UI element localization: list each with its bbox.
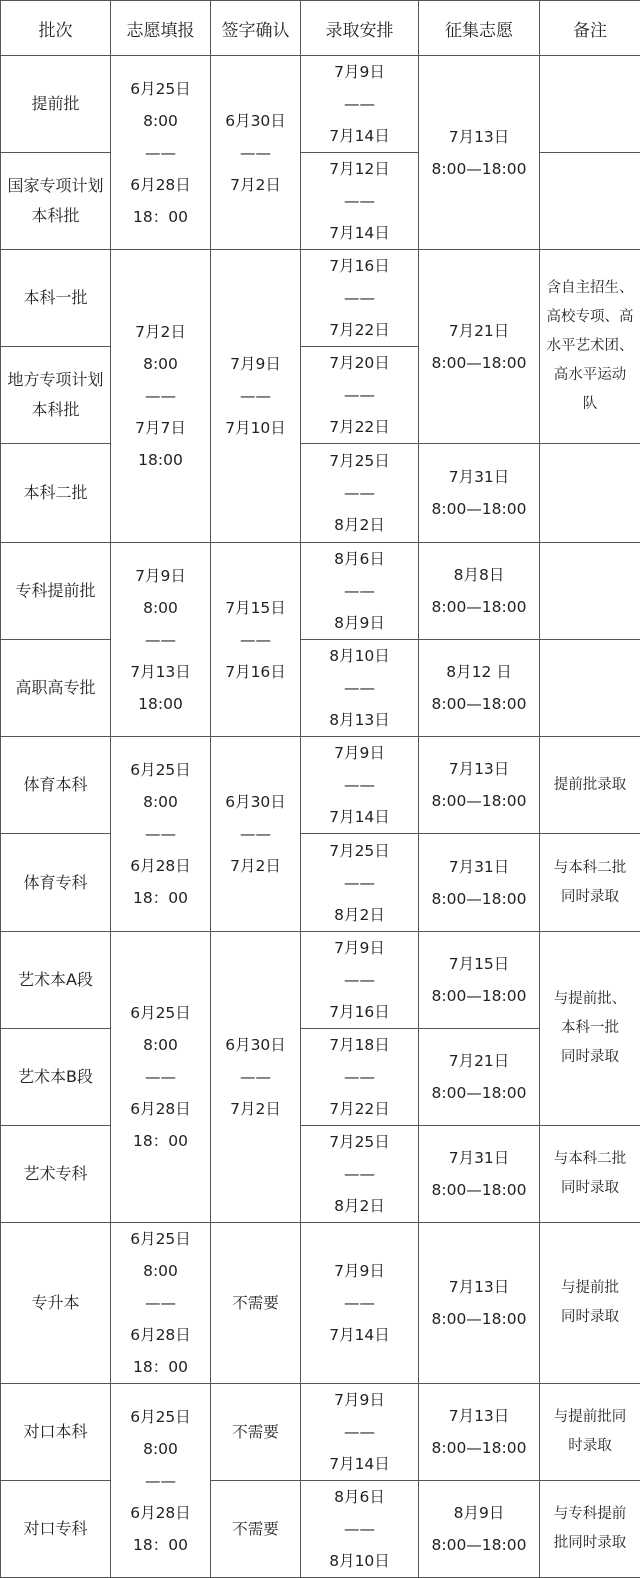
- cell-text-line: 7月10日: [211, 412, 300, 444]
- cell-text-line: 8:00—18:00: [419, 347, 539, 379]
- table-row: [1, 543, 640, 640]
- cell-text-line: 8:00: [111, 348, 210, 380]
- batch-cell: 体育专科: [1, 834, 111, 932]
- cell-text-line: 与提前批同: [540, 1403, 640, 1432]
- cell-text-line: 7月16日: [301, 250, 418, 282]
- cell-text-line: 8月10日: [301, 1545, 418, 1577]
- cell-text-line: 8:00—18:00: [419, 1529, 539, 1561]
- cell-text-line: 同时录取: [540, 1303, 640, 1332]
- cell-text-line: 8月2日: [301, 509, 418, 541]
- header-solicit: 征集志愿: [419, 1, 540, 56]
- cell-text-line: 7月16日: [211, 656, 300, 688]
- batch-cell: 提前批: [1, 56, 111, 153]
- cell-text-line: ——: [301, 769, 418, 801]
- cell-text-line: ——: [211, 137, 300, 169]
- cell-text-line: ——: [111, 137, 210, 169]
- note-cell: [540, 250, 640, 444]
- batch-cell: 艺术本A段: [1, 932, 111, 1029]
- note-cell: [540, 56, 640, 153]
- cell-text-line: 7月13日: [419, 121, 539, 153]
- cell-text-line: 6月30日: [211, 105, 300, 137]
- solicit-date-cell: [419, 1223, 540, 1384]
- note-cell: [540, 640, 640, 737]
- cell-text-line: 6月30日: [211, 786, 300, 818]
- batch-cell: 专科提前批: [1, 543, 111, 640]
- cell-text-line: 与提前批: [540, 1274, 640, 1303]
- note-cell: [540, 153, 640, 250]
- table-row: [1, 444, 640, 543]
- batch-cell: 高职高专批: [1, 640, 111, 737]
- sign-date-cell: 不需要: [211, 1384, 301, 1481]
- fill-date-cell: [111, 1223, 211, 1384]
- cell-text-line: ——: [301, 379, 418, 411]
- cell-text-line: 8:00—18:00: [419, 1077, 539, 1109]
- solicit-date-cell: [419, 250, 540, 444]
- table-row: [1, 1126, 640, 1223]
- cell-text-line: ——: [301, 964, 418, 996]
- admit-date-cell: [301, 56, 419, 153]
- cell-text-line: 7月13日: [419, 1400, 539, 1432]
- cell-text-line: 18：00: [111, 1351, 210, 1383]
- cell-text-line: 8月9日: [419, 1497, 539, 1529]
- cell-text-line: 7月31日: [419, 461, 539, 493]
- cell-text-line: 7月2日: [211, 1093, 300, 1125]
- admit-date-cell: [301, 1384, 419, 1481]
- cell-text-line: 7月9日: [211, 348, 300, 380]
- cell-text-line: ——: [301, 477, 418, 509]
- cell-text-line: 7月14日: [301, 1319, 418, 1351]
- note-cell: [540, 1384, 640, 1481]
- note-cell: 提前批录取: [540, 737, 640, 834]
- cell-text-line: 与本科二批: [540, 854, 640, 883]
- cell-text-line: 6月28日: [111, 850, 210, 882]
- cell-text-line: ——: [301, 1513, 418, 1545]
- cell-text-line: 地方专项计划: [1, 365, 110, 395]
- cell-text-line: 7月9日: [301, 56, 418, 88]
- cell-text-line: 6月28日: [111, 1093, 210, 1125]
- cell-text-line: 8月2日: [301, 1190, 418, 1222]
- cell-text-line: 7月31日: [419, 851, 539, 883]
- cell-text-line: 18:00: [111, 688, 210, 720]
- cell-text-line: 7月2日: [211, 169, 300, 201]
- batch-cell: 本科一批: [1, 250, 111, 347]
- solicit-date-cell: [419, 834, 540, 932]
- admit-date-cell: [301, 834, 419, 932]
- cell-text-line: 高校专项、高: [540, 303, 640, 332]
- cell-text-line: 6月30日: [211, 1029, 300, 1061]
- cell-text-line: 8:00—18:00: [419, 688, 539, 720]
- cell-text-line: 6月25日: [111, 1223, 210, 1255]
- header-sign: 签字确认: [211, 1, 301, 56]
- cell-text-line: 7月9日: [301, 932, 418, 964]
- solicit-date-cell: [419, 640, 540, 737]
- table-row: [1, 1481, 640, 1578]
- cell-text-line: 8:00: [111, 1029, 210, 1061]
- cell-text-line: 7月14日: [301, 217, 418, 249]
- batch-cell: 专升本: [1, 1223, 111, 1384]
- cell-text-line: 18:00: [111, 444, 210, 476]
- cell-text-line: ——: [301, 1061, 418, 1093]
- sign-date-cell: [211, 737, 301, 932]
- cell-text-line: ——: [111, 818, 210, 850]
- header-note: 备注: [540, 1, 640, 56]
- solicit-date-cell: [419, 737, 540, 834]
- cell-text-line: 队: [540, 390, 640, 419]
- cell-text-line: 8:00—18:00: [419, 1303, 539, 1335]
- cell-text-line: 18：00: [111, 201, 210, 233]
- cell-text-line: 与专科提前: [540, 1500, 640, 1529]
- sign-date-cell: [211, 932, 301, 1223]
- table-row: [1, 1384, 640, 1481]
- cell-text-line: 6月28日: [111, 1497, 210, 1529]
- cell-text-line: 6月25日: [111, 754, 210, 786]
- batch-cell: 对口专科: [1, 1481, 111, 1578]
- cell-text-line: 6月25日: [111, 1401, 210, 1433]
- cell-text-line: 与提前批、: [540, 985, 640, 1014]
- admit-date-cell: [301, 1126, 419, 1223]
- cell-text-line: 7月18日: [301, 1029, 418, 1061]
- admit-date-cell: [301, 640, 419, 737]
- cell-text-line: 8:00: [111, 1255, 210, 1287]
- cell-text-line: 6月25日: [111, 73, 210, 105]
- cell-text-line: ——: [211, 624, 300, 656]
- cell-text-line: 7月25日: [301, 445, 418, 477]
- admit-date-cell: [301, 932, 419, 1029]
- admit-date-cell: [301, 153, 419, 250]
- cell-text-line: 7月25日: [301, 835, 418, 867]
- cell-text-line: ——: [211, 1061, 300, 1093]
- cell-text-line: 8:00: [111, 105, 210, 137]
- cell-text-line: 时录取: [540, 1432, 640, 1461]
- batch-cell: 艺术专科: [1, 1126, 111, 1223]
- cell-text-line: 8:00—18:00: [419, 493, 539, 525]
- cell-text-line: 水平艺术团、: [540, 332, 640, 361]
- cell-text-line: 8:00—18:00: [419, 153, 539, 185]
- cell-text-line: 7月15日: [419, 948, 539, 980]
- cell-text-line: 7月7日: [111, 412, 210, 444]
- fill-date-cell: [111, 932, 211, 1223]
- sign-date-cell: 不需要: [211, 1223, 301, 1384]
- cell-text-line: 8:00: [111, 786, 210, 818]
- table-row: [1, 153, 640, 250]
- admit-date-cell: [301, 737, 419, 834]
- cell-text-line: ——: [301, 867, 418, 899]
- cell-text-line: ——: [211, 380, 300, 412]
- cell-text-line: 8月2日: [301, 899, 418, 931]
- fill-date-cell: [111, 56, 211, 250]
- cell-text-line: 18：00: [111, 1529, 210, 1561]
- cell-text-line: ——: [301, 282, 418, 314]
- cell-text-line: 8:00: [111, 1433, 210, 1465]
- cell-text-line: 同时录取: [540, 1174, 640, 1203]
- batch-cell: 本科二批: [1, 444, 111, 543]
- cell-text-line: 7月21日: [419, 1045, 539, 1077]
- solicit-date-cell: [419, 1481, 540, 1578]
- cell-text-line: 7月13日: [419, 753, 539, 785]
- cell-text-line: 7月2日: [111, 316, 210, 348]
- cell-text-line: ——: [111, 1287, 210, 1319]
- cell-text-line: 8:00—18:00: [419, 591, 539, 623]
- cell-text-line: 7月25日: [301, 1126, 418, 1158]
- solicit-date-cell: [419, 1126, 540, 1223]
- cell-text-line: 批同时录取: [540, 1529, 640, 1558]
- note-cell: [540, 1126, 640, 1223]
- cell-text-line: 与本科二批: [540, 1145, 640, 1174]
- cell-text-line: 含自主招生、: [540, 274, 640, 303]
- cell-text-line: ——: [111, 1465, 210, 1497]
- table-row: [1, 250, 640, 347]
- table-row: [1, 834, 640, 932]
- admit-date-cell: [301, 1223, 419, 1384]
- solicit-date-cell: [419, 543, 540, 640]
- table-header-row: [1, 1, 640, 56]
- cell-text-line: 7月14日: [301, 120, 418, 152]
- admit-date-cell: [301, 1481, 419, 1578]
- cell-text-line: 8月13日: [301, 704, 418, 736]
- table-row: [1, 932, 640, 1029]
- cell-text-line: 8月8日: [419, 559, 539, 591]
- cell-text-line: 8:00—18:00: [419, 980, 539, 1012]
- admit-date-cell: [301, 347, 419, 444]
- solicit-date-cell: [419, 932, 540, 1029]
- cell-text-line: 7月31日: [419, 1142, 539, 1174]
- cell-text-line: ——: [111, 624, 210, 656]
- header-fill: 志愿填报: [111, 1, 211, 56]
- cell-text-line: 本科批: [1, 201, 110, 231]
- cell-text-line: 8:00—18:00: [419, 883, 539, 915]
- cell-text-line: 7月14日: [301, 1448, 418, 1480]
- sign-date-cell: [211, 56, 301, 250]
- sign-date-cell: [211, 543, 301, 737]
- cell-text-line: 8月6日: [301, 543, 418, 575]
- cell-text-line: 8月9日: [301, 607, 418, 639]
- cell-text-line: 8:00—18:00: [419, 785, 539, 817]
- cell-text-line: ——: [211, 818, 300, 850]
- batch-cell: [1, 347, 111, 444]
- cell-text-line: 本科一批: [540, 1014, 640, 1043]
- cell-text-line: 7月15日: [211, 592, 300, 624]
- sign-date-cell: [211, 250, 301, 543]
- cell-text-line: 8:00: [111, 592, 210, 624]
- solicit-date-cell: [419, 56, 540, 250]
- cell-text-line: 7月9日: [111, 560, 210, 592]
- cell-text-line: 7月13日: [111, 656, 210, 688]
- admit-date-cell: [301, 543, 419, 640]
- table-row: [1, 1223, 640, 1384]
- header-admit: 录取安排: [301, 1, 419, 56]
- fill-date-cell: [111, 1384, 211, 1578]
- fill-date-cell: [111, 737, 211, 932]
- cell-text-line: ——: [301, 185, 418, 217]
- cell-text-line: 18：00: [111, 1125, 210, 1157]
- sign-date-cell: 不需要: [211, 1481, 301, 1578]
- cell-text-line: 高水平运动: [540, 361, 640, 390]
- cell-text-line: 7月20日: [301, 347, 418, 379]
- cell-text-line: ——: [301, 1287, 418, 1319]
- cell-text-line: 7月13日: [419, 1271, 539, 1303]
- note-cell: [540, 932, 640, 1126]
- cell-text-line: 8:00—18:00: [419, 1432, 539, 1464]
- cell-text-line: ——: [301, 575, 418, 607]
- cell-text-line: 8月10日: [301, 640, 418, 672]
- note-cell: [540, 444, 640, 543]
- cell-text-line: 国家专项计划: [1, 171, 110, 201]
- cell-text-line: 7月9日: [301, 1384, 418, 1416]
- cell-text-line: 7月22日: [301, 411, 418, 443]
- table-row: [1, 56, 640, 153]
- cell-text-line: ——: [301, 1158, 418, 1190]
- note-cell: [540, 1481, 640, 1578]
- cell-text-line: 7月2日: [211, 850, 300, 882]
- cell-text-line: 本科批: [1, 395, 110, 425]
- note-cell: [540, 543, 640, 640]
- admit-date-cell: [301, 250, 419, 347]
- cell-text-line: 8月12 日: [419, 656, 539, 688]
- cell-text-line: 同时录取: [540, 1043, 640, 1072]
- cell-text-line: 18：00: [111, 882, 210, 914]
- cell-text-line: 7月9日: [301, 1255, 418, 1287]
- cell-text-line: 7月22日: [301, 314, 418, 346]
- cell-text-line: ——: [301, 88, 418, 120]
- cell-text-line: ——: [301, 1416, 418, 1448]
- cell-text-line: 6月25日: [111, 997, 210, 1029]
- cell-text-line: 8月6日: [301, 1481, 418, 1513]
- batch-cell: 艺术本B段: [1, 1029, 111, 1126]
- fill-date-cell: [111, 250, 211, 543]
- cell-text-line: 7月21日: [419, 315, 539, 347]
- cell-text-line: 7月9日: [301, 737, 418, 769]
- cell-text-line: 7月16日: [301, 996, 418, 1028]
- cell-text-line: ——: [111, 1061, 210, 1093]
- note-cell: [540, 834, 640, 932]
- cell-text-line: 同时录取: [540, 883, 640, 912]
- solicit-date-cell: [419, 1029, 540, 1126]
- cell-text-line: 7月14日: [301, 801, 418, 833]
- cell-text-line: 6月28日: [111, 1319, 210, 1351]
- note-cell: [540, 1223, 640, 1384]
- solicit-date-cell: [419, 1384, 540, 1481]
- cell-text-line: ——: [111, 380, 210, 412]
- cell-text-line: ——: [301, 672, 418, 704]
- batch-cell: [1, 153, 111, 250]
- cell-text-line: 7月22日: [301, 1093, 418, 1125]
- cell-text-line: 6月28日: [111, 169, 210, 201]
- cell-text-line: 7月12日: [301, 153, 418, 185]
- table-row: [1, 640, 640, 737]
- fill-date-cell: [111, 543, 211, 737]
- header-batch: 批次: [1, 1, 111, 56]
- cell-text-line: 8:00—18:00: [419, 1174, 539, 1206]
- batch-cell: 体育本科: [1, 737, 111, 834]
- solicit-date-cell: [419, 444, 540, 543]
- batch-cell: 对口本科: [1, 1384, 111, 1481]
- admit-date-cell: [301, 1029, 419, 1126]
- admit-date-cell: [301, 444, 419, 543]
- table-row: [1, 737, 640, 834]
